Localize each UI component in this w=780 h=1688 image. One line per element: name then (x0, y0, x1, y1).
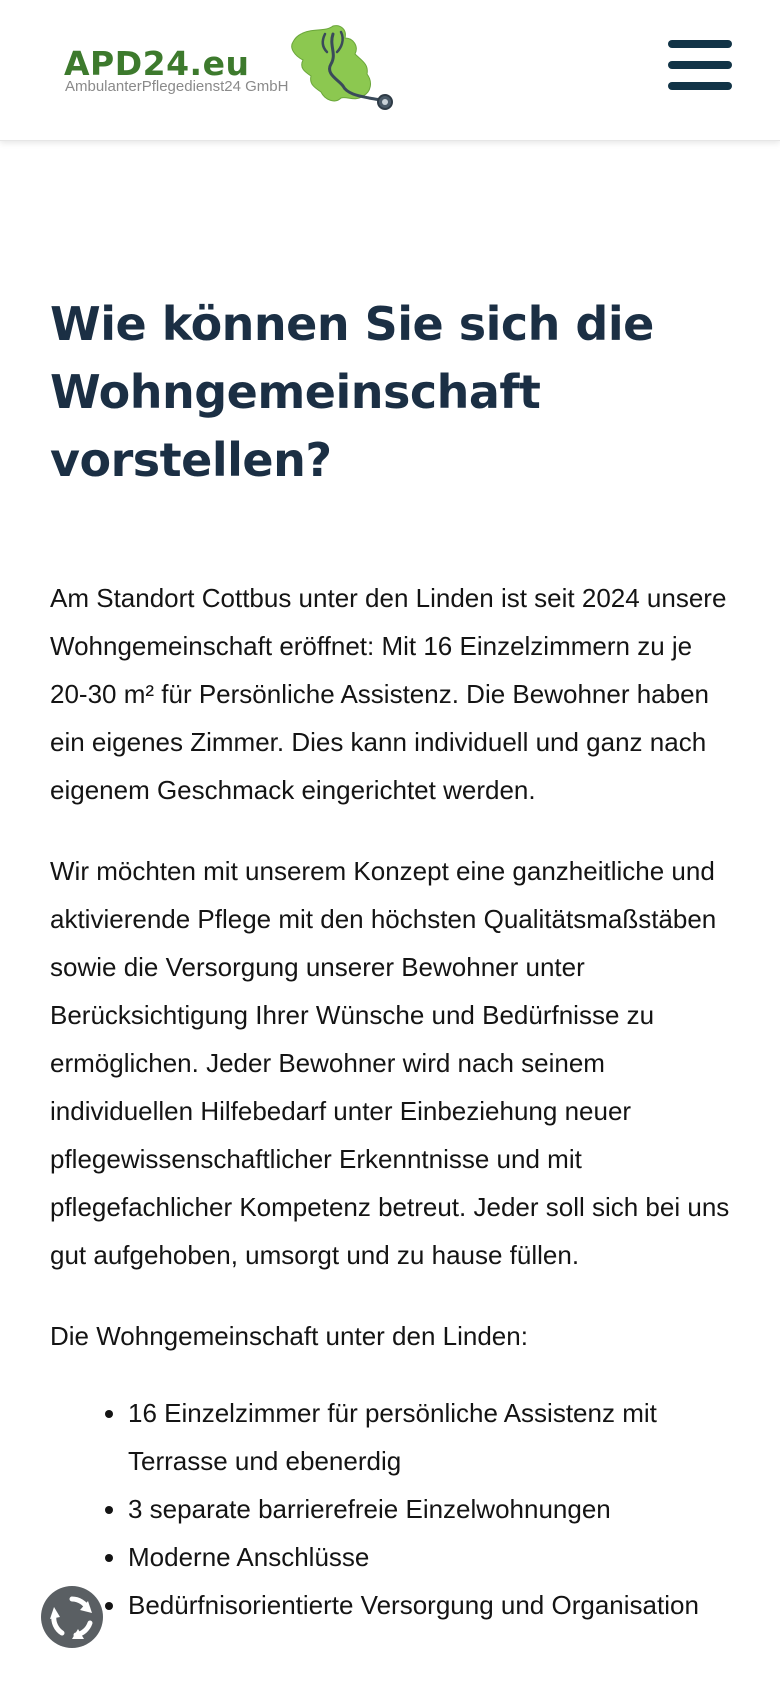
concept-paragraph: Wir möchten mit unserem Konzept eine ganzheitliche und aktivierende Pflege mit den höchsten Qualitätsmaßstäben sowie die Versorgung unserer Bewohner unter Berücksichtigung Ihrer Wünsche und Bedürfnisse zu ermöglichen. Jeder Bewohner wird nach seinem individuellen Hilfebedarf unter Einbeziehung neuer pflegewissenschaftlicher Erkenntnisse und mit pflegefachlicher Kompetenz betreut. Jeder soll sich bei uns gut aufgehoben, umsorgt und zu hause füllen. (50, 856, 730, 1270)
site-logo[interactable] (64, 24, 394, 119)
menu-bar-middle (668, 61, 732, 69)
cookie-settings-graphic (40, 1585, 104, 1649)
list-intro: Die Wohngemeinschaft unter den Linden: (50, 1321, 528, 1351)
page-heading: Wie können Sie sich die Wohngemeinschaft vorstellen? (50, 297, 654, 487)
menu-bar-bottom (668, 82, 732, 90)
menu-bar-top (668, 40, 732, 48)
main-content (50, 290, 730, 1629)
list-item: • 3 separate barrierefreie Einzelwohnungen (128, 1485, 730, 1533)
intro-paragraph: Am Standort Cottbus unter den Linden ist seit 2024 unsere Wohngemeinschaft eröffnet: Mit 16 Einzelzimmern zu je 20-30 m² für Persönliche Assistenz. Die Bewohner haben ein eigenes Zimmer. Dies kann individuell und ganz nach eigenem Geschmack eingerichtet werden. (50, 583, 727, 805)
list-item: • Bedürfnisorientierte Versorgung und Organisation (128, 1581, 730, 1629)
features-list (50, 1389, 730, 1629)
logo-subtitle: AmbulanterPflegedienst24 GmbH (65, 78, 289, 95)
brandenburg-map-stethoscope-icon (281, 24, 396, 116)
logo-title: APD24.eu (64, 44, 250, 83)
cookie-settings-icon[interactable] (40, 1585, 104, 1649)
hamburger-menu-icon[interactable] (668, 40, 732, 98)
list-item: • 16 Einzelzimmer für persönliche Assistenz mit Terrasse und ebenerdig (128, 1389, 730, 1485)
site-header (0, 0, 780, 141)
list-item: • Moderne Anschlüsse (128, 1533, 730, 1581)
